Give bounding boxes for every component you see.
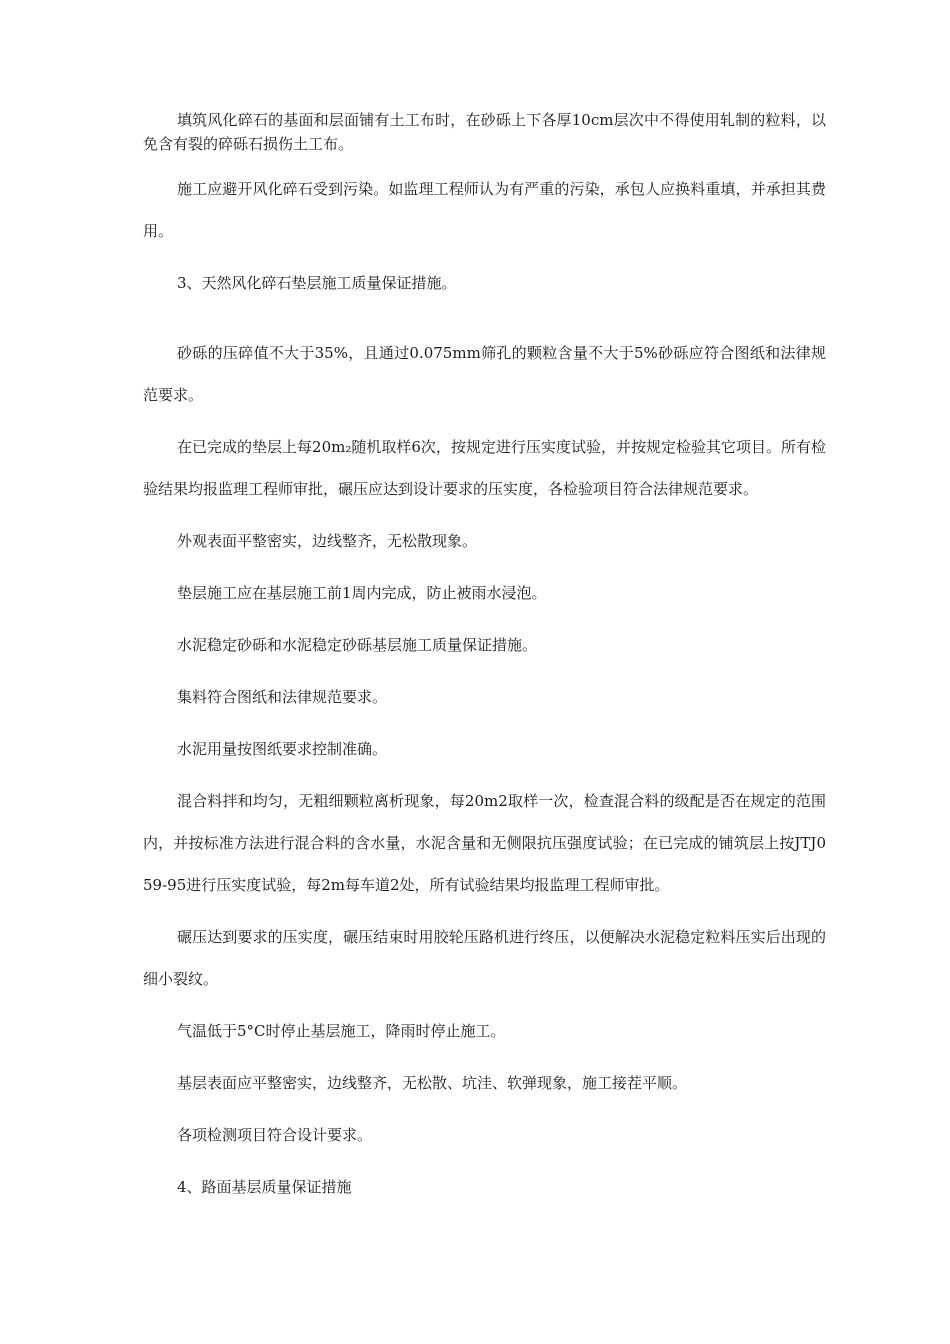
section-heading-4: 4、路面基层质量保证措施: [177, 1178, 352, 1196]
paragraph-contamination: 施工应避开风化碎石受到污染。如监理工程师认为有严重的污染，承包人应换料重填，并承担其费用。: [143, 180, 826, 240]
paragraph-temperature: 气温低于5°C时停止基层施工，降雨时停止施工。: [177, 1022, 506, 1040]
paragraph-surface: 基层表面应平整密实，边线整齐，无松散、坑洼、软弹现象，施工接茬平顺。: [177, 1074, 688, 1092]
paragraph-inspection: 各项检测项目符合设计要求。: [177, 1126, 373, 1144]
paragraph-appearance: 外观表面平整密实，边线整齐，无松散现象。: [177, 532, 478, 550]
paragraph-crushing-value: 砂砾的压碎值不大于35%，且通过0.075mm筛孔的颗粒含量不大于5%砂砾应符合图纸和法律规范要求。: [143, 344, 826, 404]
paragraph-compaction: 碾压达到要求的压实度，碾压结束时用胶轮压路机进行终压，以便解决水泥稳定粒料压实后出现的细小裂纹。: [143, 928, 826, 988]
paragraph-cement-stabilized: 水泥稳定砂砾和水泥稳定砂砾基层施工质量保证措施。: [177, 636, 538, 654]
paragraph-geotextile: 填筑风化碎石的基面和层面铺有土工布时，在砂砾上下各厚10cm层次中不得使用轧制的粒料，以免含有裂的碎砾石损伤土工布。: [143, 111, 826, 153]
paragraph-cushion-timing: 垫层施工应在基层施工前1周内完成，防止被雨水浸泡。: [177, 584, 547, 602]
section-heading-3: 3、天然风化碎石垫层施工质量保证措施。: [177, 274, 457, 292]
paragraph-sampling: 在已完成的垫层上每20m₂随机取样6次，按规定进行压实度试验，并按规定检验其它项目。所有检验结果均报监理工程师审批，碾压应达到设计要求的压实度，各检验项目符合法律规范要求。: [143, 438, 826, 498]
paragraph-mixing: 混合料拌和均匀，无粗细颗粒离析现象，每20m2取样一次，检查混合料的级配是否在规定的范围内，并按标准方法进行混合料的含水量，水泥含量和无侧限抗压强度试验；在已完成的铺筑层上按JTJ059-95进行压实度试验，每2m每车道2处，所有试验结果均报监理工程师审批。: [143, 792, 826, 894]
paragraph-aggregate: 集料符合图纸和法律规范要求。: [177, 688, 388, 706]
paragraph-cement-dosage: 水泥用量按图纸要求控制准确。: [177, 740, 388, 758]
